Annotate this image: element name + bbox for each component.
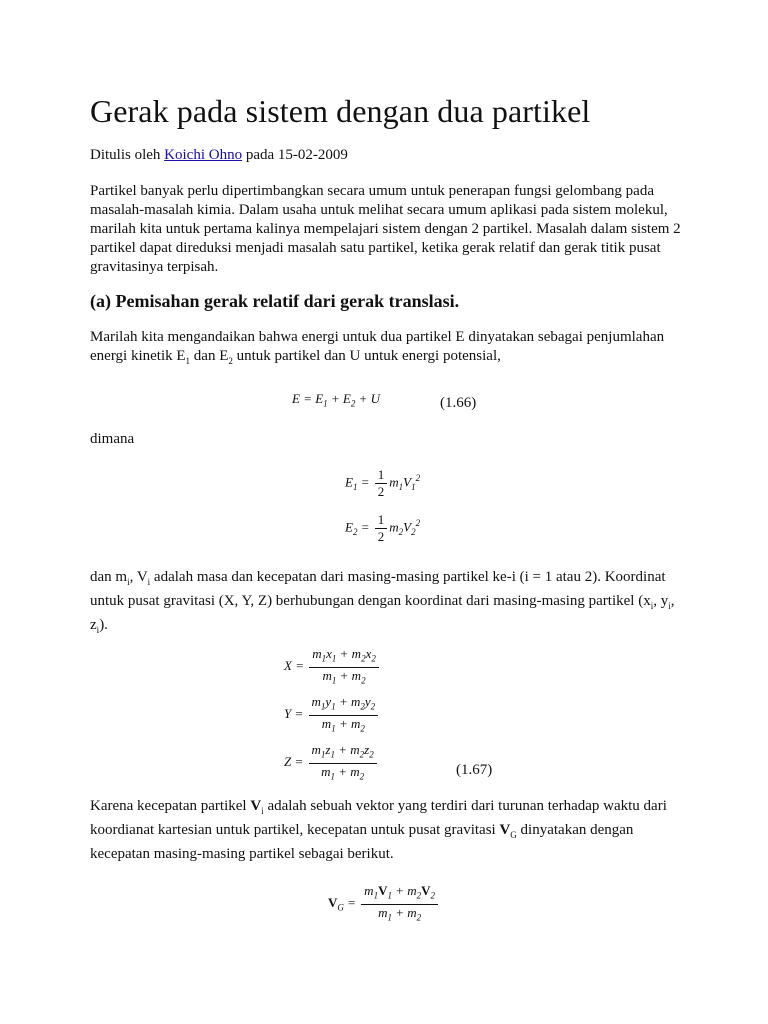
energy-paragraph: Marilah kita mengandaikan bahwa energi untuk dua partikel E dinyatakan sebagai penjumlahan energi kinetik $E_1$ dan $E_2$ untuk partikel dan U untuk energi potensial, xyxy=(90,329,665,366)
equation-e1: $E_1$ = $\frac{1}{2}$ $m_1V_1^2$ xyxy=(345,467,421,499)
equation-e2: $E_2$ = $\frac{1}{2}$ $m_2V_2^2$ xyxy=(345,512,421,544)
dimana-text: dimana xyxy=(90,431,135,447)
energy-line1: Marilah kita mengandaikan bahwa energi untuk dua partikel E dinyatakan sebagai penjumlahan xyxy=(90,329,665,345)
byline-middle: pada xyxy=(245,147,275,163)
byline-prefix: Ditulis oleh xyxy=(90,147,161,163)
intro-paragraph: Partikel banyak perlu dipertimbangkan secara umum untuk penerapan fungsi gelombang pada masalah-masalah kimia. Dalam usaha untuk melihat secara umum aplikasi pada sistem molekul, marilah kita untuk pertama kalinya mempelajari sistem dengan 2 partikel. Masalah dalam sistem 2 partikel dapat direduksi menjadi masalah satu partikel, ketika gerak relatif dan gerak titik pusat gravitasinya terpisah. xyxy=(90,183,681,275)
equation-number-1-67: (1.67) xyxy=(456,762,493,778)
mass-paragraph: dan $m_i$, $V_i$ adalah masa dan kecepatan dari masing-masing partikel ke-i (i = 1 atau 2). Koordinat untuk pusat gravitasi (X, Y, Z) berhubungan dengan koordinat dari masing-masing partikel ($x_i$, $y_i$, $z_i$). xyxy=(90,569,675,635)
equation-z: Z = $\frac{m_1z_1 + m_2z_2}{m_1 + m_2}$ xyxy=(284,743,379,783)
author-link[interactable]: Koichi Ohno xyxy=(164,147,243,163)
section-heading: (a) Pemisahan gerak relatif dari gerak translasi. xyxy=(90,291,460,311)
equation-x: X = $\frac{m_1x_1 + m_2x_2}{m_1 + m_2}$ xyxy=(284,647,381,687)
equation-vg: $V_G$ = $\frac{m_1V_1 + m_2V_2}{m_1 + m_2}$ xyxy=(328,884,440,924)
page-title: Gerak pada sistem dengan dua partikel xyxy=(90,93,591,129)
equation-1-66: $E = E_1 + E_2 + U$ xyxy=(292,391,381,409)
publish-date: 15-02-2009 xyxy=(277,147,348,163)
byline xyxy=(90,147,348,164)
equation-y: Y = $\frac{m_1y_1 + m_2y_2}{m_1 + m_2}$ xyxy=(284,695,380,735)
velocity-paragraph: Karena kecepatan partikel $V_i$ adalah sebuah vektor yang terdiri dari turunan terhadap waktu dari koordianat kartesian untuk partikel, kecepatan untuk pusat gravitasi $V_G$ dinyatakan dengan kecepatan masing-masing partikel sebagai berikut. xyxy=(90,798,667,862)
equation-number-1-66: (1.66) xyxy=(440,395,477,411)
